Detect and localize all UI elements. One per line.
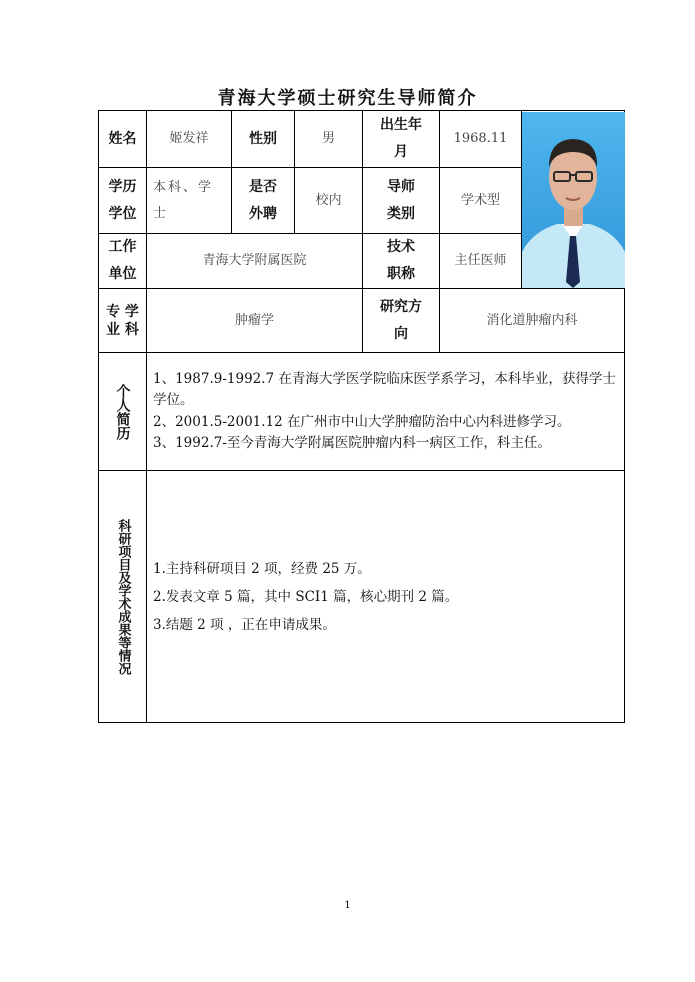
research-direction-label: 研究方 向 — [363, 289, 440, 353]
external-label: 是否 外聘 — [232, 168, 295, 234]
name-label: 姓名 — [99, 111, 147, 168]
portrait-photo — [522, 112, 625, 288]
education-label: 学历 学位 — [99, 168, 147, 234]
name-value: 姬发祥 — [147, 111, 232, 168]
tech-title-value: 主任医师 — [440, 234, 522, 289]
page-title: 青海大学硕士研究生导师简介 — [217, 88, 478, 109]
research-label-cell — [99, 471, 147, 723]
major-value: 肿瘤学 — [147, 289, 363, 353]
tutor-profile-table — [98, 110, 625, 723]
resume-label-cell — [99, 353, 147, 471]
gender-label: 性别 — [232, 111, 295, 168]
research-direction-value: 消化道肿瘤内科 — [440, 289, 625, 353]
page-number: 1 — [344, 900, 351, 911]
research-item: 3.结题 2 项 ，正在申请成果。 — [153, 616, 336, 633]
major-label: 专 学 业 科 — [99, 289, 147, 353]
resume-item: 2、2001.5-2001.12 在广州市中山大学肿瘤防治中心内科进修学习。 — [153, 413, 571, 430]
research-item: 1.主持科研项目 2 项，经费 25 万。 — [153, 560, 371, 577]
birth-value: 1968.11 — [440, 111, 522, 168]
portrait-photo-cell — [522, 111, 625, 289]
resume-content — [147, 353, 625, 471]
external-value: 校内 — [295, 168, 363, 234]
birth-label: 出生年 月 — [363, 111, 440, 168]
resume-label: 个人简历 — [114, 383, 131, 440]
resume-item: 1、1987.9-1992.7 在青海大学医学院临床医学系学习，本科毕业，获得学士学位。 — [153, 370, 616, 408]
tutor-type-label: 导师 类别 — [363, 168, 440, 234]
work-unit-label: 工作 单位 — [99, 234, 147, 289]
research-label: 科研项目及学术成果等情况 — [115, 518, 131, 675]
research-item: 2.发表文章 5 篇，其中 SCI1 篇，核心期刊 2 篇。 — [153, 588, 459, 605]
tech-title-label: 技术 职称 — [363, 234, 440, 289]
research-content — [147, 471, 625, 723]
gender-value: 男 — [295, 111, 363, 168]
education-value: 本科、学 士 — [147, 168, 232, 234]
tutor-type-value: 学术型 — [440, 168, 522, 234]
resume-item: 3、1992.7-至今青海大学附属医院肿瘤内科一病区工作，科主任。 — [153, 435, 551, 451]
work-unit-value: 青海大学附属医院 — [147, 234, 363, 289]
